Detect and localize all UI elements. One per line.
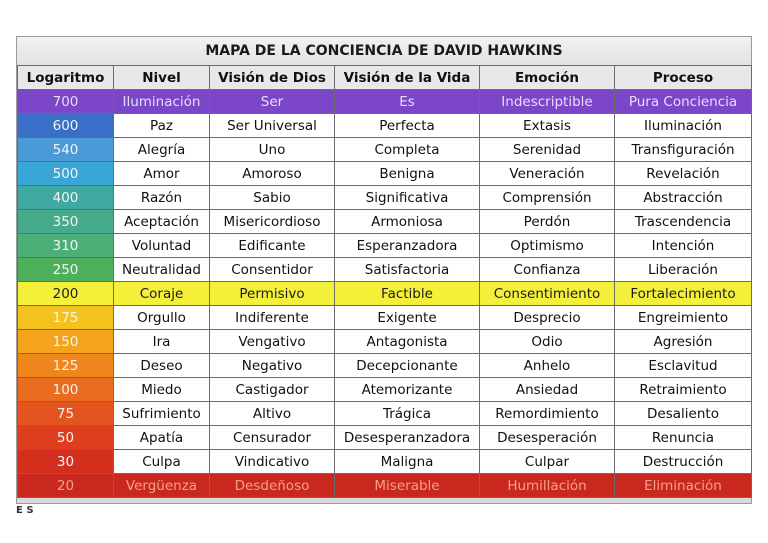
table-row	[18, 162, 752, 186]
cell-vision-de-dios: Desdeñoso	[210, 474, 335, 498]
cell-emocion: Serenidad	[480, 138, 615, 162]
cell-nivel: Orgullo	[114, 306, 210, 330]
cell-proceso: Agresión	[615, 330, 752, 354]
cell-nivel: Amor	[114, 162, 210, 186]
cell-logaritmo: 100	[18, 378, 114, 402]
table-row	[18, 330, 752, 354]
cell-emocion: Optimismo	[480, 234, 615, 258]
cell-nivel: Razón	[114, 186, 210, 210]
cell-proceso: Trascendencia	[615, 210, 752, 234]
cell-logaritmo: 540	[18, 138, 114, 162]
table-row	[18, 234, 752, 258]
cell-proceso: Retraimiento	[615, 378, 752, 402]
cell-vision-de-dios: Censurador	[210, 426, 335, 450]
table-row	[18, 90, 752, 114]
cell-emocion: Consentimiento	[480, 282, 615, 306]
table-row	[18, 138, 752, 162]
header-logaritmo: Logaritmo	[18, 66, 114, 90]
header-proceso: Proceso	[615, 66, 752, 90]
hawkins-map-table-sheet	[16, 36, 752, 504]
cell-logaritmo: 50	[18, 426, 114, 450]
cell-emocion: Humillación	[480, 474, 615, 498]
cell-nivel: Neutralidad	[114, 258, 210, 282]
cell-vision-de-la-vida: Exigente	[335, 306, 480, 330]
table-row	[18, 450, 752, 474]
cell-logaritmo: 600	[18, 114, 114, 138]
cell-proceso: Intención	[615, 234, 752, 258]
header-nivel: Nivel	[114, 66, 210, 90]
cell-vision-de-dios: Edificante	[210, 234, 335, 258]
cell-emocion: Desesperación	[480, 426, 615, 450]
table-row	[18, 354, 752, 378]
table-row	[18, 282, 752, 306]
table-row	[18, 474, 752, 498]
cell-logaritmo: 250	[18, 258, 114, 282]
cell-nivel: Sufrimiento	[114, 402, 210, 426]
cell-vision-de-la-vida: Desesperanzadora	[335, 426, 480, 450]
cell-vision-de-la-vida: Trágica	[335, 402, 480, 426]
cell-vision-de-dios: Amoroso	[210, 162, 335, 186]
cell-logaritmo: 150	[18, 330, 114, 354]
cell-vision-de-la-vida: Armoniosa	[335, 210, 480, 234]
cell-nivel: Ira	[114, 330, 210, 354]
cell-vision-de-la-vida: Maligna	[335, 450, 480, 474]
cell-nivel: Deseo	[114, 354, 210, 378]
cell-vision-de-dios: Misericordioso	[210, 210, 335, 234]
cell-vision-de-dios: Permisivo	[210, 282, 335, 306]
cell-proceso: Liberación	[615, 258, 752, 282]
table-row	[18, 306, 752, 330]
cell-proceso: Revelación	[615, 162, 752, 186]
cell-logaritmo: 175	[18, 306, 114, 330]
header-emocion: Emoción	[480, 66, 615, 90]
cell-logaritmo: 20	[18, 474, 114, 498]
cell-vision-de-dios: Indiferente	[210, 306, 335, 330]
cell-emocion: Odio	[480, 330, 615, 354]
cell-nivel: Voluntad	[114, 234, 210, 258]
cell-vision-de-la-vida: Significativa	[335, 186, 480, 210]
cell-nivel: Paz	[114, 114, 210, 138]
cell-vision-de-dios: Negativo	[210, 354, 335, 378]
cell-vision-de-la-vida: Esperanzadora	[335, 234, 480, 258]
cell-emocion: Remordimiento	[480, 402, 615, 426]
cell-proceso: Abstracción	[615, 186, 752, 210]
cell-emocion: Extasis	[480, 114, 615, 138]
cell-vision-de-la-vida: Factible	[335, 282, 480, 306]
header-vision-de-la-vida: Visión de la Vida	[335, 66, 480, 90]
header-row	[18, 66, 752, 90]
cell-logaritmo: 500	[18, 162, 114, 186]
cell-vision-de-dios: Vindicativo	[210, 450, 335, 474]
cell-proceso: Transfiguración	[615, 138, 752, 162]
table-row	[18, 210, 752, 234]
cell-emocion: Perdón	[480, 210, 615, 234]
table-row	[18, 258, 752, 282]
cell-proceso: Eliminación	[615, 474, 752, 498]
cell-proceso: Renuncia	[615, 426, 752, 450]
cell-nivel: Iluminación	[114, 90, 210, 114]
cell-vision-de-la-vida: Es	[335, 90, 480, 114]
cell-proceso: Destrucción	[615, 450, 752, 474]
cell-vision-de-dios: Ser	[210, 90, 335, 114]
cell-vision-de-la-vida: Perfecta	[335, 114, 480, 138]
cell-emocion: Confianza	[480, 258, 615, 282]
cell-vision-de-dios: Consentidor	[210, 258, 335, 282]
consciousness-table	[17, 65, 752, 498]
cell-logaritmo: 75	[18, 402, 114, 426]
cell-vision-de-la-vida: Satisfactoria	[335, 258, 480, 282]
table-row	[18, 186, 752, 210]
cell-emocion: Comprensión	[480, 186, 615, 210]
cell-proceso: Pura Conciencia	[615, 90, 752, 114]
table-row	[18, 402, 752, 426]
table-body	[18, 90, 752, 498]
cell-proceso: Iluminación	[615, 114, 752, 138]
cell-vision-de-dios: Sabio	[210, 186, 335, 210]
cell-logaritmo: 30	[18, 450, 114, 474]
cell-proceso: Engreimiento	[615, 306, 752, 330]
cell-emocion: Indescriptible	[480, 90, 615, 114]
cell-proceso: Fortalecimiento	[615, 282, 752, 306]
footnote-text: E S	[16, 505, 34, 516]
cell-emocion: Desprecio	[480, 306, 615, 330]
cell-nivel: Miedo	[114, 378, 210, 402]
cell-vision-de-dios: Vengativo	[210, 330, 335, 354]
cell-logaritmo: 400	[18, 186, 114, 210]
cell-nivel: Alegría	[114, 138, 210, 162]
cell-vision-de-la-vida: Completa	[335, 138, 480, 162]
cell-logaritmo: 125	[18, 354, 114, 378]
table-row	[18, 378, 752, 402]
cell-logaritmo: 350	[18, 210, 114, 234]
table-row	[18, 114, 752, 138]
cell-nivel: Vergüenza	[114, 474, 210, 498]
table-row	[18, 426, 752, 450]
cell-vision-de-la-vida: Antagonista	[335, 330, 480, 354]
cell-logaritmo: 310	[18, 234, 114, 258]
cell-nivel: Aceptación	[114, 210, 210, 234]
cell-logaritmo: 700	[18, 90, 114, 114]
cell-vision-de-la-vida: Decepcionante	[335, 354, 480, 378]
cell-vision-de-la-vida: Atemorizante	[335, 378, 480, 402]
cell-nivel: Culpa	[114, 450, 210, 474]
cell-vision-de-dios: Uno	[210, 138, 335, 162]
cell-proceso: Esclavitud	[615, 354, 752, 378]
cell-vision-de-la-vida: Benigna	[335, 162, 480, 186]
cell-vision-de-dios: Ser Universal	[210, 114, 335, 138]
cell-vision-de-dios: Altivo	[210, 402, 335, 426]
table-title: MAPA DE LA CONCIENCIA DE DAVID HAWKINS	[17, 37, 751, 66]
header-vision-de-dios: Visión de Dios	[210, 66, 335, 90]
cell-vision-de-dios: Castigador	[210, 378, 335, 402]
cell-emocion: Culpar	[480, 450, 615, 474]
cell-emocion: Veneración	[480, 162, 615, 186]
cell-emocion: Ansiedad	[480, 378, 615, 402]
cell-vision-de-la-vida: Miserable	[335, 474, 480, 498]
cell-nivel: Coraje	[114, 282, 210, 306]
cell-emocion: Anhelo	[480, 354, 615, 378]
cell-nivel: Apatía	[114, 426, 210, 450]
cell-logaritmo: 200	[18, 282, 114, 306]
cell-proceso: Desaliento	[615, 402, 752, 426]
